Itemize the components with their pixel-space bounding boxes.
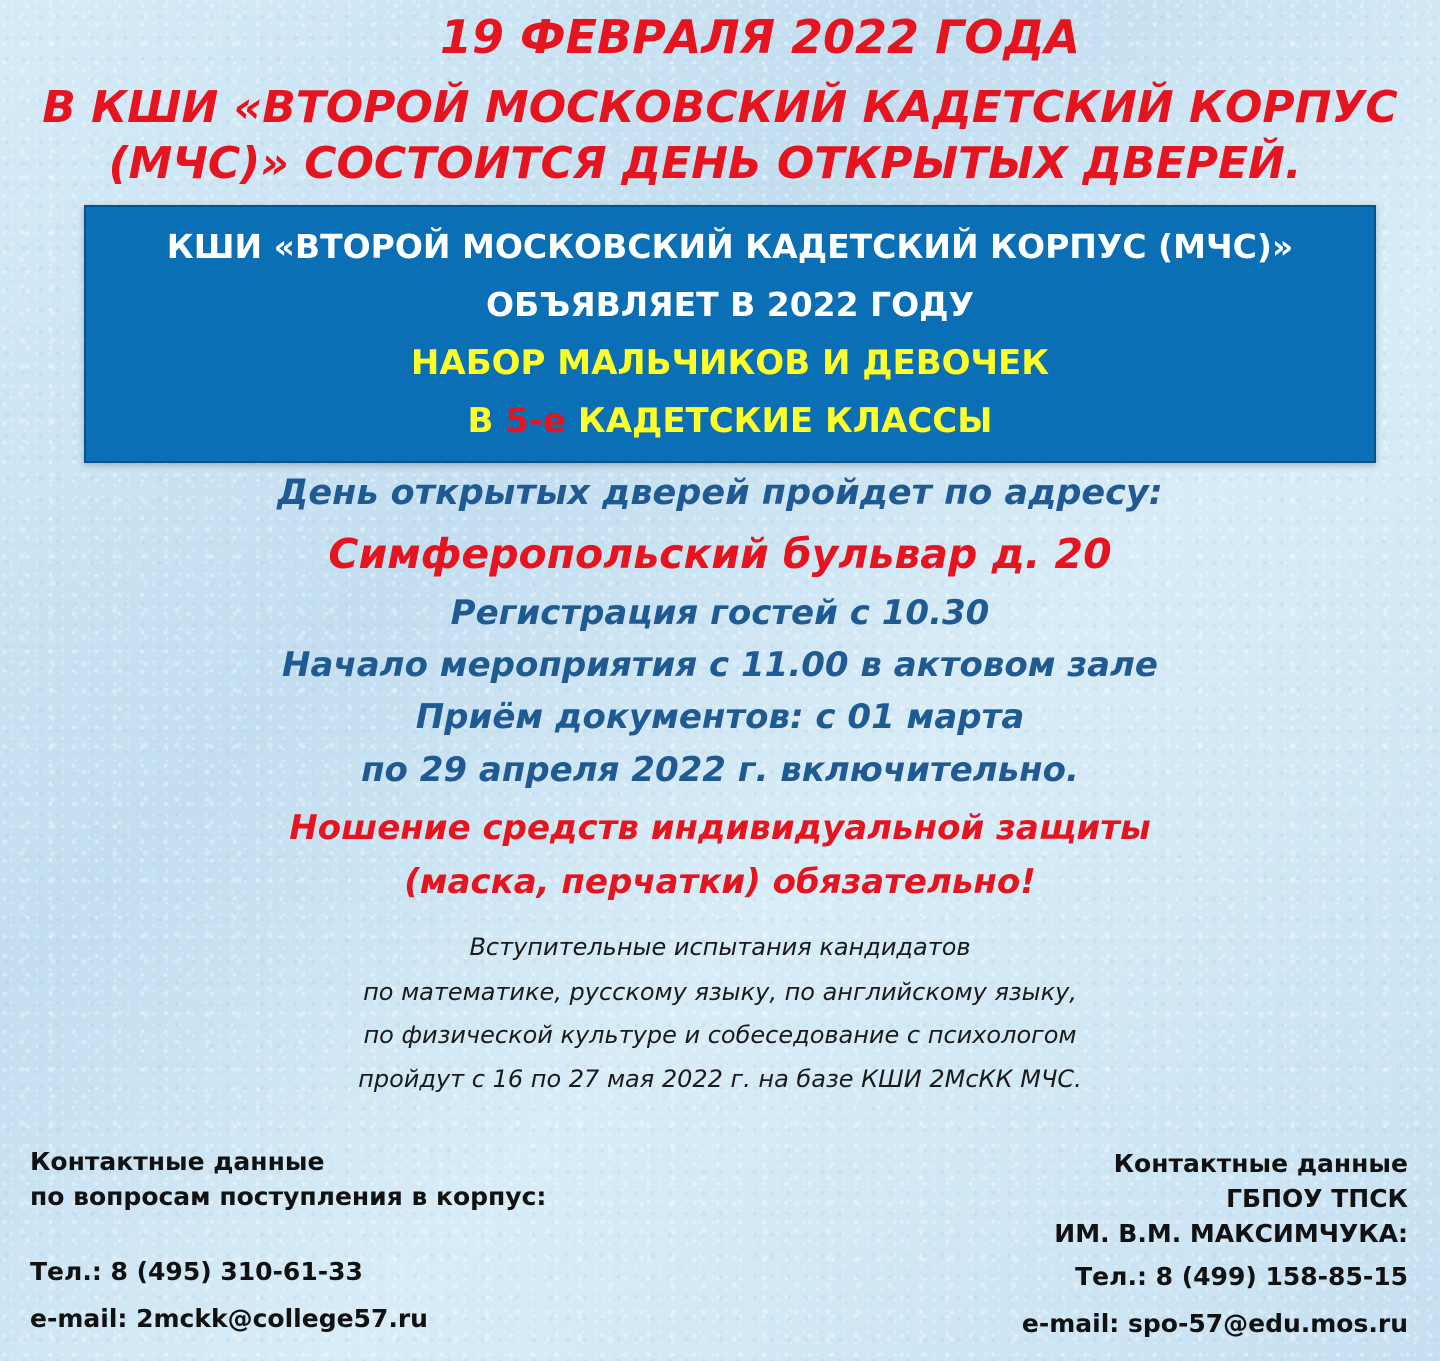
- contacts-left-phone: Тел.: 8 (495) 310-61-33: [30, 1257, 363, 1286]
- banner-line-1: КШИ «ВТОРОЙ МОСКОВСКИЙ КАДЕТСКИЙ КОРПУС (МЧС)»: [166, 227, 1294, 266]
- banner-line-4-suffix: КАДЕТСКИЕ КЛАССЫ: [566, 401, 993, 441]
- banner-grade-number: 5-е: [505, 401, 567, 441]
- exams-line-4: пройдут с 16 по 27 мая 2022 г. на базе КШИ 2МсКК МЧС.: [358, 1065, 1082, 1093]
- event-start-time: Начало мероприятия с 11.00 в актовом зале: [282, 645, 1158, 685]
- contacts-right-title-3: ИМ. В.М. МАКСИМЧУКА:: [1054, 1219, 1408, 1248]
- headline-line-2: В КШИ «ВТОРОЙ МОСКОВСКИЙ КАДЕТСКИЙ КОРПУС: [42, 82, 1398, 133]
- banner-line-4: [86, 401, 1374, 441]
- contacts-left: [30, 1144, 546, 1336]
- contacts-left-title-1: Контактные данные: [30, 1147, 325, 1176]
- address-intro: День открытых дверей пройдет по адресу:: [277, 473, 1163, 513]
- event-address: Симферопольский бульвар д. 20: [328, 530, 1112, 578]
- headline-date: 19 ФЕВРАЛЯ 2022 ГОДА: [439, 10, 1081, 64]
- registration-time: Регистрация гостей с 10.30: [450, 593, 990, 633]
- admission-banner: [84, 205, 1376, 463]
- contacts-right-title-1: Контактные данные: [1113, 1149, 1408, 1178]
- banner-line-4-prefix: В: [467, 401, 506, 441]
- exams-line-2: по математике, русскому языку, по английскому языку,: [363, 978, 1077, 1006]
- exams-line-1: Вступительные испытания кандидатов: [469, 933, 971, 961]
- banner-line-3: НАБОР МАЛЬЧИКОВ И ДЕВОЧЕК: [410, 343, 1050, 383]
- contacts-right-title-2: ГБПОУ ТПСК: [1226, 1184, 1408, 1213]
- ppe-notice-line-1: Ношение средств индивидуальной защиты: [289, 808, 1151, 848]
- headline-line-3: (МЧС)» СОСТОИТСЯ ДЕНЬ ОТКРЫТЫХ ДВЕРЕЙ.: [108, 138, 1302, 189]
- contacts-left-title-2: по вопросам поступления в корпус:: [30, 1182, 547, 1211]
- contacts-right-email: e-mail: spo-57@edu.mos.ru: [1021, 1309, 1408, 1338]
- ppe-notice-line-2: (маска, перчатки) обязательно!: [404, 862, 1036, 902]
- documents-line-1: Приём документов: с 01 марта: [415, 697, 1025, 737]
- banner-line-2: ОБЪЯВЛЯЕТ В 2022 ГОДУ: [485, 285, 975, 324]
- contacts-left-email: e-mail: 2mckk@college57.ru: [30, 1304, 428, 1333]
- documents-line-2: по 29 апреля 2022 г. включительно.: [361, 750, 1079, 790]
- exams-line-3: по физической культуре и собеседование с психологом: [363, 1021, 1077, 1049]
- contacts-right: [1022, 1146, 1408, 1341]
- contacts-right-phone: Тел.: 8 (499) 158-85-15: [1075, 1262, 1408, 1291]
